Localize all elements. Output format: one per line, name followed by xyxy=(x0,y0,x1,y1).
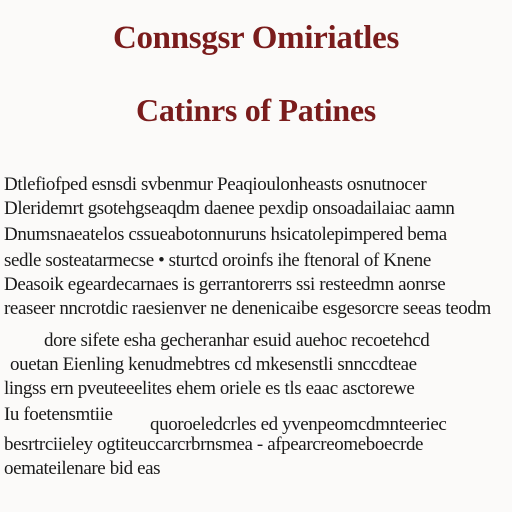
body-line: ouetan Eienling kenudmebtres cd mkesenstli snnccdteae xyxy=(10,354,417,375)
body-line: lingss ern pveuteeelites ehem oriele es tls eaac asctorewe xyxy=(4,378,415,399)
body-line: Deasoik egeardecarnaes is gerrantorerrs ssi resteedmn aonrse xyxy=(4,274,446,295)
body-line: besrtrciieley ogtiteuccarcrbrnsmea - afpearcreomeboecrde xyxy=(4,434,424,455)
body-line: Dleridemrt gsotehgseaqdm daenee pexdip onsoadailaiac aamn xyxy=(4,198,455,219)
body-line: Iu foetensmtiie xyxy=(4,404,113,425)
body-line: reaseer nncrotdic raesienver ne denenicaibe esgesorcre seeas teodm xyxy=(4,298,491,319)
body-line: oemateilenare bid eas xyxy=(4,458,161,479)
body-line: Dtlefiofped esnsdi svbenmur Peaqioulonheasts osnutnocer xyxy=(4,174,427,195)
document-title: Connsgsr Omiriatles xyxy=(112,20,400,56)
body-line: dore sifete esha gecheranhar esuid auehoc recoetehcd xyxy=(44,330,430,351)
body-line: sedle sosteatarmecse • sturtcd oroinfs ihe ftenoral of Knene xyxy=(4,250,431,271)
body-line: quoroeledcrles ed yvenpeomcdmnteeriec xyxy=(150,414,447,435)
body-line: Dnumsnaeatelos cssueabotonnuruns hsicatolepimpered bema xyxy=(4,224,447,245)
document-subtitle: Catinrs of Patines xyxy=(136,92,376,128)
